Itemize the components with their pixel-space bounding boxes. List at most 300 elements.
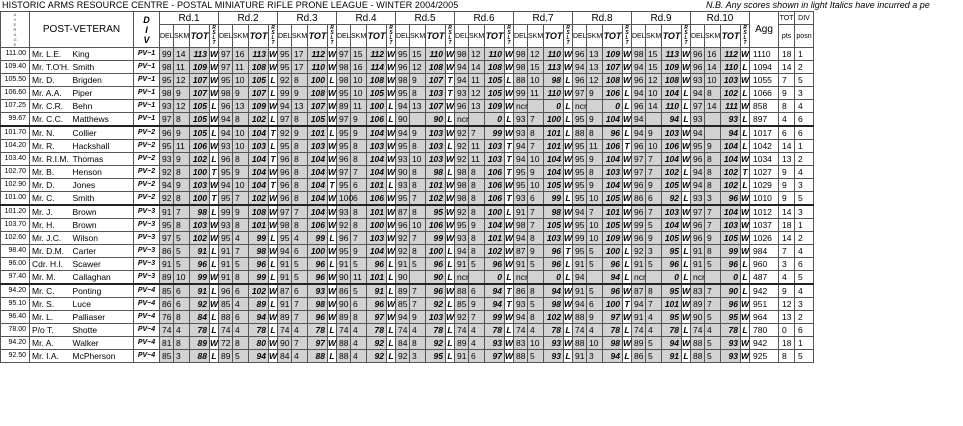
- result-cell: L: [624, 101, 630, 111]
- result-cell: L: [447, 325, 453, 335]
- result-cell: L: [211, 154, 217, 164]
- result-cell: W: [564, 312, 573, 322]
- result-cell: W: [269, 351, 278, 361]
- result-cell: T: [211, 167, 217, 177]
- total-score-cell: 91: [367, 284, 387, 298]
- del-score-cell: 74: [396, 324, 410, 337]
- total-score-cell: 108: [367, 74, 387, 87]
- result-cell: L: [683, 114, 689, 124]
- aggregate-cell: 1037: [750, 219, 779, 232]
- skm-score-cell: [587, 100, 603, 113]
- del-score-cell: 94: [160, 179, 174, 192]
- del-score-cell: 92: [455, 153, 469, 166]
- name-cell: Scawer: [72, 258, 134, 271]
- table-row: [1, 232, 814, 245]
- result-cell: W: [741, 220, 750, 230]
- skm-score-cell: 8: [410, 140, 426, 153]
- skm-score-cell: 4: [587, 324, 603, 337]
- table-row: [1, 245, 814, 258]
- del-score-cell: 100: [337, 192, 351, 206]
- skm-score-cell: 7: [469, 311, 485, 324]
- total-score-cell: 100: [485, 205, 505, 219]
- del-score-cell: 85: [455, 298, 469, 311]
- total-score-cell: 93: [721, 113, 741, 127]
- skm-score-cell: 5: [292, 271, 308, 285]
- average-cell: 111.00: [1, 48, 30, 61]
- division-cell: PV~1: [134, 61, 160, 74]
- result-cell: W: [505, 338, 514, 348]
- result-cell: W: [387, 49, 396, 59]
- total-score-cell: 103: [367, 232, 387, 245]
- tot-header: TOT: [367, 25, 387, 48]
- skm-score-cell: 8: [410, 205, 426, 219]
- result-cell: W: [269, 286, 278, 296]
- skm-header: SKM: [705, 25, 721, 48]
- result-cell: L: [683, 246, 689, 256]
- skm-score-cell: 5: [646, 219, 662, 232]
- result-cell: L: [506, 272, 512, 282]
- skm-score-cell: 11: [351, 100, 367, 113]
- del-score-cell: 92: [396, 245, 410, 258]
- total-score-cell: 108: [485, 61, 505, 74]
- total-score-cell: 106: [367, 113, 387, 127]
- del-score-cell: 91: [455, 258, 469, 271]
- skm-score-cell: 14: [469, 61, 485, 74]
- total-score-cell: 103: [426, 140, 446, 153]
- del-score-cell: 98: [160, 61, 174, 74]
- skm-score-cell: 5: [410, 258, 426, 271]
- del-score-cell: 96: [455, 100, 469, 113]
- skm-score-cell: 8: [410, 245, 426, 258]
- del-header: DEL: [337, 25, 351, 48]
- result-cell: L: [447, 272, 453, 282]
- skm-score-cell: 4: [292, 232, 308, 245]
- result-cell: W: [387, 128, 396, 138]
- skm-score-cell: 10: [351, 87, 367, 100]
- total-score-cell: 112: [308, 48, 328, 61]
- result-cell: L: [742, 272, 748, 282]
- total-score-cell: 104: [721, 205, 741, 219]
- total-score-cell: 110: [308, 61, 328, 74]
- skm-score-cell: 9: [469, 298, 485, 311]
- del-score-cell: 83: [691, 284, 705, 298]
- total-score-cell: 95: [426, 350, 446, 363]
- result-cell: W: [210, 49, 219, 59]
- position-cell: 1: [795, 48, 814, 61]
- total-score-cell: 105: [721, 232, 741, 245]
- result-cell: W: [505, 220, 514, 230]
- total-score-cell: 91: [190, 284, 210, 298]
- del-score-cell: 88: [573, 126, 587, 140]
- aggregate-cell: 1017: [750, 126, 779, 140]
- total-score-cell: 98: [426, 166, 446, 179]
- skm-score-cell: [705, 126, 721, 140]
- result-cell: W: [446, 154, 455, 164]
- total-score-cell: 105: [367, 87, 387, 100]
- result-cell: W: [328, 272, 337, 282]
- skm-score-cell: 8: [292, 166, 308, 179]
- table-row: [1, 126, 814, 140]
- del-score-cell: 95: [514, 166, 528, 179]
- total-score-cell: 99: [485, 126, 505, 140]
- skm-score-cell: 9: [174, 153, 190, 166]
- total-score-cell: 97: [485, 350, 505, 363]
- skm-score-cell: 5: [174, 245, 190, 258]
- total-score-cell: 94: [603, 350, 623, 363]
- skm-score-cell: 7: [528, 140, 544, 153]
- result-cell: W: [328, 246, 337, 256]
- del-score-cell: 93: [455, 87, 469, 100]
- del-score-cell: 95: [219, 192, 233, 206]
- total-score-cell: 102: [485, 245, 505, 258]
- total-score-cell: 100: [544, 113, 564, 127]
- round-header-5: Rd.5: [396, 12, 455, 25]
- total-score-cell: 89: [249, 298, 269, 311]
- result-cell: W: [741, 351, 750, 361]
- skm-score-cell: 4: [292, 324, 308, 337]
- del-score-cell: 96: [278, 153, 292, 166]
- result-cell: L: [447, 351, 453, 361]
- del-score-cell: 93: [219, 140, 233, 153]
- skm-score-cell: 8: [292, 192, 308, 206]
- skm-score-cell: 16: [233, 48, 249, 61]
- del-score-cell: 94: [396, 311, 410, 324]
- points-cell: 13: [779, 153, 795, 166]
- position-cell: 1: [795, 219, 814, 232]
- skm-score-cell: 8: [469, 205, 485, 219]
- total-score-cell: 98: [249, 245, 269, 258]
- division-cell: PV~1: [134, 100, 160, 113]
- total-score-cell: 104: [308, 153, 328, 166]
- del-score-cell: 96: [160, 126, 174, 140]
- total-score-cell: 106: [485, 192, 505, 206]
- del-score-cell: 93: [160, 100, 174, 113]
- del-score-cell: 98: [455, 179, 469, 192]
- name-cell: Smith: [72, 61, 134, 74]
- total-score-cell: 103: [485, 140, 505, 153]
- name-cell: Thomas: [72, 153, 134, 166]
- division-cell: PV~3: [134, 258, 160, 271]
- division-cell: PV~1: [134, 113, 160, 127]
- title-cell: Mr. J.: [30, 205, 72, 219]
- total-score-cell: 104: [544, 153, 564, 166]
- result-cell: W: [741, 193, 750, 203]
- del-score-cell: 85: [396, 298, 410, 311]
- result-cell: L: [388, 351, 394, 361]
- result-cell: W: [564, 167, 573, 177]
- del-score-cell: 97: [337, 113, 351, 127]
- total-score-cell: 102: [426, 192, 446, 206]
- name-cell: Callaghan: [72, 271, 134, 285]
- del-score-cell: 94: [514, 311, 528, 324]
- points-cell: 8: [779, 100, 795, 113]
- del-score-cell: 95: [691, 140, 705, 153]
- skm-score-cell: 4: [528, 324, 544, 337]
- total-score-cell: 105: [190, 100, 210, 113]
- result-cell: L: [447, 259, 453, 269]
- skm-score-cell: 6: [233, 284, 249, 298]
- table-row: [1, 140, 814, 153]
- skm-score-cell: 8: [410, 87, 426, 100]
- del-score-cell: 98: [514, 48, 528, 61]
- table-row: [1, 61, 814, 74]
- points-cell: 8: [779, 350, 795, 363]
- table-row: [1, 87, 814, 100]
- skm-header: SKM: [351, 25, 367, 48]
- del-score-cell: 94: [573, 205, 587, 219]
- skm-score-cell: 3: [646, 245, 662, 258]
- del-score-cell: 94: [514, 232, 528, 245]
- tot-header: TOT: [308, 25, 328, 48]
- del-score-cell: 74: [632, 324, 646, 337]
- result-cell: L: [329, 351, 335, 361]
- result-cell: W: [387, 193, 396, 203]
- del-score-cell: 95: [396, 48, 410, 61]
- table-row: [1, 271, 814, 285]
- result-cell: W: [446, 233, 455, 243]
- skm-score-cell: 10: [528, 153, 544, 166]
- total-score-cell: 104: [485, 219, 505, 232]
- total-score-cell: 104: [662, 153, 682, 166]
- result-cell: L: [742, 141, 748, 151]
- del-score-cell: 97: [160, 113, 174, 127]
- del-score-cell: 97: [219, 61, 233, 74]
- skm-score-cell: 11: [469, 153, 485, 166]
- skm-score-cell: 5: [292, 258, 308, 271]
- skm-score-cell: 8: [351, 153, 367, 166]
- skm-score-cell: 11: [174, 61, 190, 74]
- skm-score-cell: 8: [292, 153, 308, 166]
- result-cell: W: [505, 233, 514, 243]
- points-cell: 18: [779, 337, 795, 350]
- result-cell: L: [565, 259, 571, 269]
- result-cell: W: [328, 207, 337, 217]
- del-score-cell: 99: [219, 205, 233, 219]
- skm-score-cell: 8: [528, 232, 544, 245]
- total-score-cell: 102: [249, 113, 269, 127]
- result-cell: L: [683, 167, 689, 177]
- result-cell: L: [506, 325, 512, 335]
- skm-score-cell: 9: [528, 166, 544, 179]
- result-cell: L: [565, 351, 571, 361]
- result-cell: W: [564, 299, 573, 309]
- del-score-cell: 97: [691, 205, 705, 219]
- del-score-cell: 89: [455, 337, 469, 350]
- table-row: [1, 113, 814, 127]
- skm-score-cell: 8: [528, 284, 544, 298]
- round-header-7: Rd.7: [514, 12, 573, 25]
- result-cell: W: [741, 49, 750, 59]
- del-score-cell: 97: [219, 48, 233, 61]
- result-cell: L: [270, 114, 276, 124]
- del-score-cell: 90: [396, 166, 410, 179]
- del-score-cell: 99: [278, 87, 292, 100]
- total-score-cell: 104: [721, 153, 741, 166]
- skm-score-cell: 9: [705, 232, 721, 245]
- result-cell: W: [682, 233, 691, 243]
- result-cell: W: [682, 62, 691, 72]
- del-header: DEL: [455, 25, 469, 48]
- points-cell: 6: [779, 126, 795, 140]
- del-header: DEL: [632, 25, 646, 48]
- skm-score-cell: 10: [705, 74, 721, 87]
- result-cell: L: [211, 312, 217, 322]
- total-score-cell: 113: [662, 48, 682, 61]
- skm-score-cell: 9: [174, 87, 190, 100]
- total-score-cell: 109: [603, 232, 623, 245]
- result-cell: W: [387, 220, 396, 230]
- del-header: DEL: [573, 25, 587, 48]
- skm-score-cell: 3: [410, 350, 426, 363]
- del-score-cell: 74: [278, 324, 292, 337]
- skm-score-cell: 8: [292, 140, 308, 153]
- del-score-cell: 86: [337, 284, 351, 298]
- del-score-cell: 88: [514, 74, 528, 87]
- del-score-cell: 95: [455, 219, 469, 232]
- skm-score-cell: 5: [646, 350, 662, 363]
- total-score-cell: 96: [603, 126, 623, 140]
- total-score-cell: 100: [308, 245, 328, 258]
- skm-score-cell: [705, 271, 721, 285]
- skm-score-cell: 17: [292, 48, 308, 61]
- del-score-cell: 94: [396, 100, 410, 113]
- total-score-cell: 88: [190, 350, 210, 363]
- result-cell: T: [447, 88, 453, 98]
- result-cell: W: [623, 154, 632, 164]
- total-score-cell: 104: [367, 126, 387, 140]
- del-score-cell: 95: [573, 166, 587, 179]
- position-cell: 3: [795, 179, 814, 192]
- total-score-cell: 104: [721, 140, 741, 153]
- skm-score-cell: 10: [174, 271, 190, 285]
- del-score-cell: 96: [691, 219, 705, 232]
- del-score-cell: 88: [337, 337, 351, 350]
- result-cell: W: [446, 286, 455, 296]
- skm-score-cell: [410, 113, 426, 127]
- total-score-cell: 104: [308, 179, 328, 192]
- del-score-cell: 96: [632, 205, 646, 219]
- name-cell: Luce: [72, 298, 134, 311]
- total-score-cell: 94: [485, 298, 505, 311]
- result-cell: W: [564, 233, 573, 243]
- aggregate-cell: 1042: [750, 140, 779, 153]
- result-cell: L: [683, 88, 689, 98]
- result-cell: W: [269, 167, 278, 177]
- del-score-cell: 94: [573, 271, 587, 285]
- del-score-cell: 99: [160, 48, 174, 61]
- skm-score-cell: 10: [233, 140, 249, 153]
- del-score-cell: 94: [573, 61, 587, 74]
- name-cell: McPherson: [72, 350, 134, 363]
- total-score-cell: 109: [249, 100, 269, 113]
- del-score-cell: 91: [160, 205, 174, 219]
- skm-score-cell: [705, 113, 721, 127]
- aggregate-cell: 858: [750, 100, 779, 113]
- skm-score-cell: 8: [351, 140, 367, 153]
- result-cell: T: [270, 154, 276, 164]
- total-score-cell: 99: [426, 232, 446, 245]
- result-cell: W: [741, 207, 750, 217]
- result-cell: L: [447, 114, 453, 124]
- total-score-cell: 102: [662, 166, 682, 179]
- del-score-cell: 95: [514, 179, 528, 192]
- result-cell: W: [210, 272, 219, 282]
- tot-header: TOT: [544, 25, 564, 48]
- skm-score-cell: 7: [528, 219, 544, 232]
- total-score-cell: 102: [721, 87, 741, 100]
- del-header: DEL: [219, 25, 233, 48]
- total-score-cell: 96: [603, 258, 623, 271]
- result-cell: W: [623, 207, 632, 217]
- result-cell: W: [210, 141, 219, 151]
- average-cell: 102.60: [1, 232, 30, 245]
- total-score-cell: 101: [367, 179, 387, 192]
- result-cell: W: [210, 75, 219, 85]
- total-score-cell: 94: [249, 311, 269, 324]
- skm-score-cell: 8: [410, 166, 426, 179]
- table-row: [1, 192, 814, 206]
- skm-score-cell: 8: [174, 337, 190, 350]
- total-score-cell: 112: [721, 48, 741, 61]
- table-row: [1, 324, 814, 337]
- total-score-cell: 100: [367, 100, 387, 113]
- total-score-cell: 93: [721, 337, 741, 350]
- result-cell: L: [388, 259, 394, 269]
- del-score-cell: 87: [514, 245, 528, 258]
- del-score-cell: 98: [455, 48, 469, 61]
- skm-score-cell: 9: [646, 179, 662, 192]
- division-cell: PV~2: [134, 192, 160, 206]
- total-score-cell: 0: [485, 271, 505, 285]
- del-score-cell: 74: [160, 324, 174, 337]
- del-score-cell: 93: [396, 153, 410, 166]
- skm-header: SKM: [528, 25, 544, 48]
- result-cell: L: [506, 75, 512, 85]
- total-score-cell: 98: [603, 337, 623, 350]
- skm-score-cell: 5: [233, 350, 249, 363]
- result-cell: L: [211, 207, 217, 217]
- skm-score-cell: 6: [469, 350, 485, 363]
- title-cell: Mr. C.: [30, 284, 72, 298]
- skm-score-cell: 9: [587, 179, 603, 192]
- division-cell: PV~3: [134, 219, 160, 232]
- del-score-cell: 88: [691, 337, 705, 350]
- skm-score-cell: 10: [351, 74, 367, 87]
- aggregate-cell: 1029: [750, 179, 779, 192]
- total-score-cell: 103: [721, 219, 741, 232]
- skm-score-cell: 10: [646, 140, 662, 153]
- result-cell: W: [682, 49, 691, 59]
- del-score-cell: 91: [514, 258, 528, 271]
- result-cell: L: [329, 233, 335, 243]
- skm-score-cell: 5: [174, 232, 190, 245]
- table-row: [1, 179, 814, 192]
- table-header: [1, 12, 814, 48]
- result-cell: L: [565, 193, 571, 203]
- skm-score-cell: 5: [705, 311, 721, 324]
- points-cell: 3: [779, 258, 795, 271]
- del-score-cell: 90: [396, 113, 410, 127]
- result-cell: W: [210, 233, 219, 243]
- total-score-cell: 104: [249, 153, 269, 166]
- name-cell: Brown: [72, 219, 134, 232]
- del-score-cell: 95: [573, 245, 587, 258]
- total-score-cell: 100: [367, 219, 387, 232]
- del-score-cell: 92: [455, 205, 469, 219]
- skm-score-cell: 5: [705, 350, 721, 363]
- total-score-cell: 105: [190, 126, 210, 140]
- skm-score-cell: 14: [705, 61, 721, 74]
